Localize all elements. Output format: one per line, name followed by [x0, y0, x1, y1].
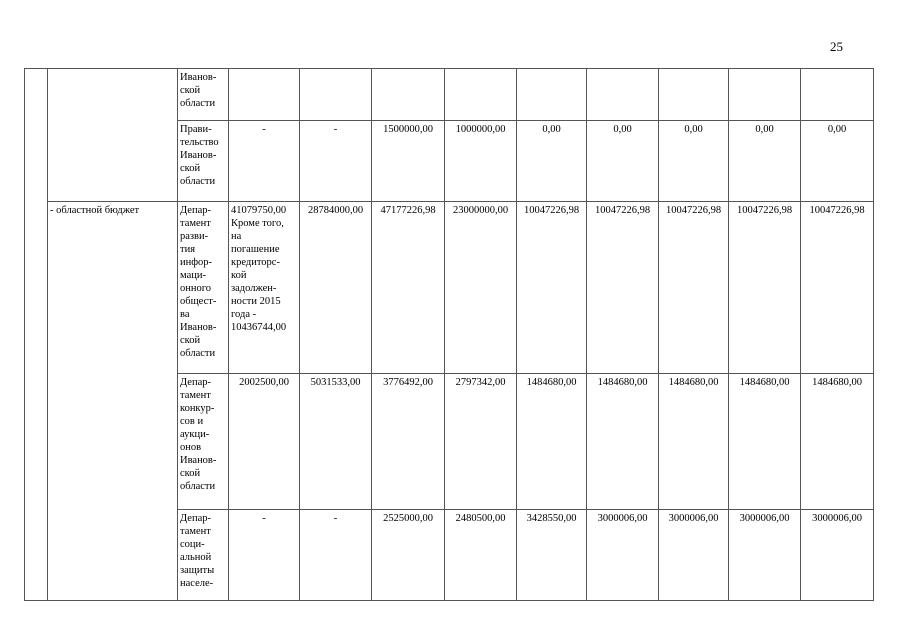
value-cell: 3000006,00 [659, 510, 729, 601]
value-cell: 2480500,00 [445, 510, 517, 601]
value-cell [587, 69, 659, 121]
value-cell: 1484680,00 [659, 374, 729, 510]
value-cell: 0,00 [801, 121, 874, 202]
table-row [25, 202, 874, 374]
value-cell: 10047226,98 [587, 202, 659, 374]
organization-cell: Прави- тельство Иванов- ской области [178, 121, 229, 202]
value-cell: 3428550,00 [517, 510, 587, 601]
source-cell [48, 69, 178, 202]
organization-cell: Депар- тамент конкур- сов и аукци- онов Иванов- ской области [178, 374, 229, 510]
value-cell: 2797342,00 [445, 374, 517, 510]
value-cell: 3000006,00 [587, 510, 659, 601]
value-cell: 23000000,00 [445, 202, 517, 374]
value-cell [801, 69, 874, 121]
budget-table [24, 68, 874, 601]
value-cell: 47177226,98 [372, 202, 445, 374]
value-text: 41079750,00 [231, 205, 287, 216]
value-cell: 10047226,98 [729, 202, 801, 374]
value-cell: 1484680,00 [801, 374, 874, 510]
value-cell: 5031533,00 [300, 374, 372, 510]
value-with-note-cell [229, 202, 300, 374]
page-number: 25 [830, 39, 843, 54]
value-cell: - [229, 510, 300, 601]
note-text: Кроме того, на погашение кредиторс- кой задолжен- ности 2015 года - 10436744,00 [231, 218, 287, 333]
value-cell [729, 69, 801, 121]
value-cell: 0,00 [729, 121, 801, 202]
value-cell [229, 69, 300, 121]
value-cell: 1000000,00 [445, 121, 517, 202]
value-cell: - [300, 121, 372, 202]
value-cell [445, 69, 517, 121]
value-cell: 2002500,00 [229, 374, 300, 510]
value-cell: 2525000,00 [372, 510, 445, 601]
value-cell: 1484680,00 [517, 374, 587, 510]
source-cell: - областной бюджет [48, 202, 178, 601]
value-cell: 3000006,00 [729, 510, 801, 601]
value-cell: 0,00 [517, 121, 587, 202]
value-cell: 28784000,00 [300, 202, 372, 374]
value-cell: 1484680,00 [587, 374, 659, 510]
value-cell [659, 69, 729, 121]
value-cell: 1500000,00 [372, 121, 445, 202]
value-cell: 0,00 [659, 121, 729, 202]
organization-cell: Иванов- ской области [178, 69, 229, 121]
value-cell [372, 69, 445, 121]
value-cell [300, 69, 372, 121]
table-row [25, 69, 874, 121]
organization-cell: Депар- тамент разви- тия инфор- маци- онного общест- ва Иванов- ской области [178, 202, 229, 374]
row-number-cell [25, 69, 48, 601]
value-cell: 0,00 [587, 121, 659, 202]
value-cell [517, 69, 587, 121]
value-cell: 1484680,00 [729, 374, 801, 510]
value-cell: 3776492,00 [372, 374, 445, 510]
value-cell: - [229, 121, 300, 202]
value-cell: 3000006,00 [801, 510, 874, 601]
value-cell: 10047226,98 [659, 202, 729, 374]
value-cell: 10047226,98 [517, 202, 587, 374]
organization-cell: Депар- тамент соци- альной защиты населе- [178, 510, 229, 601]
value-cell: - [300, 510, 372, 601]
value-cell: 10047226,98 [801, 202, 874, 374]
